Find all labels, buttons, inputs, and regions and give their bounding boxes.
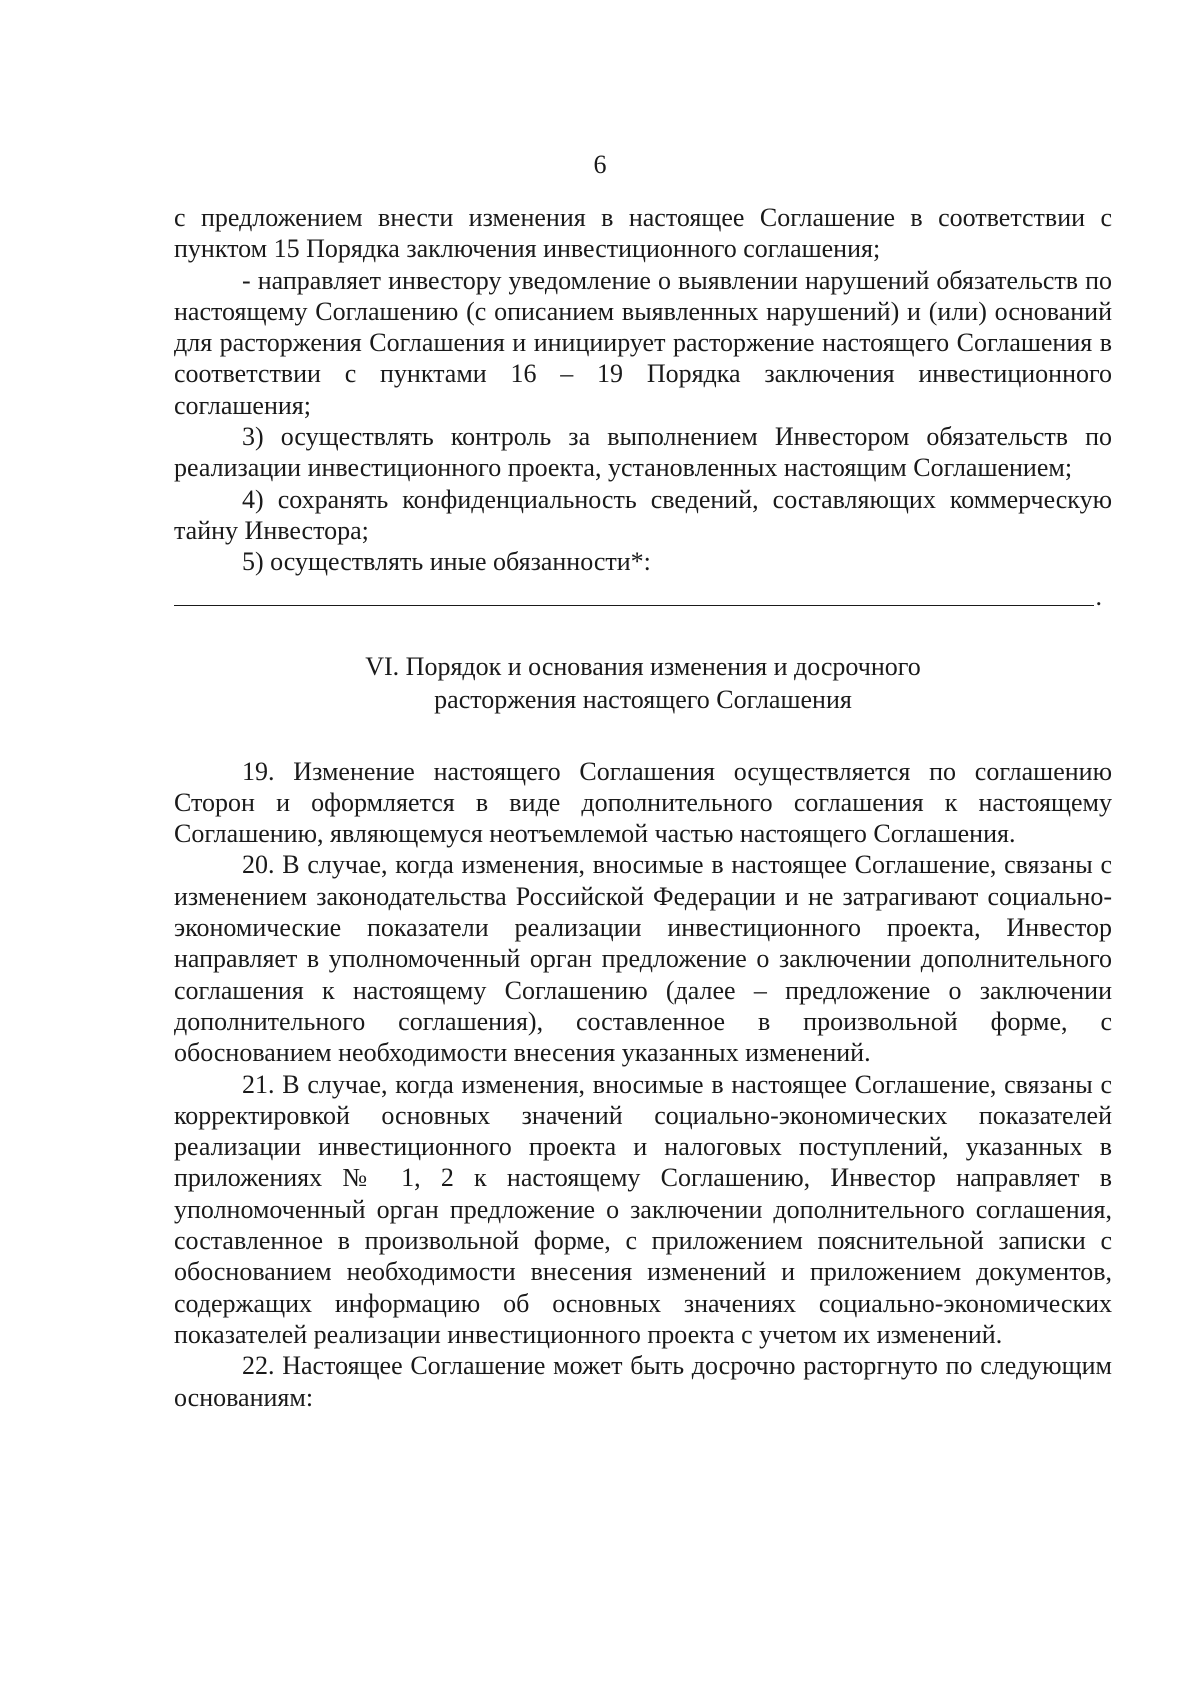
paragraph-item-3: 3) осуществлять контроль за выполнением Инвестором обязательств по реализации инвестиционного проекта, установленных настоящим Соглашением; xyxy=(174,422,1112,483)
document-body xyxy=(174,202,1112,1413)
paragraph-19: 19. Изменение настоящего Соглашения осуществляется по соглашению Сторон и оформляется в виде дополнительного соглашения к настоящему Соглашению, являющемуся неотъемлемой частью настоящего Соглашения. xyxy=(174,756,1112,849)
page-number: 6 xyxy=(593,150,607,179)
fill-line-end: . xyxy=(1095,581,1102,611)
paragraph-22: 22. Настоящее Соглашение может быть досрочно расторгнуто по следующим основаниям: xyxy=(174,1351,1112,1412)
paragraph-notify-investor: - направляет инвестору уведомление о выявлении нарушений обязательств по настоящему Соглашению (с описанием выявленных нарушений) и (или) оснований для расторжения Соглашения и инициирует расторжение настоящего Соглашения в соответствии с пунктами 16 – 19 Порядка заключения инвестиционного соглашения; xyxy=(174,265,1112,420)
paragraph-continuation: с предложением внести изменения в настоящее Соглашение в соответствии с пунктом 15 Порядка заключения инвестиционного соглашения; xyxy=(174,203,1112,264)
underline-rule xyxy=(174,605,1094,606)
paragraph-20: 20. В случае, когда изменения, вносимые в настоящее Соглашение, связаны с изменением законодательства Российской Федерации и не затрагивают социально-экономические показатели реализации инвестиционного проекта, Инвестор направляет в уполномоченный орган предложение о заключении дополнительного соглашения к настоящему Соглашению (далее – предложение о заключении дополнительного соглашения), составленное в произвольной форме, с обоснованием необходимости внесения указанных изменений. xyxy=(174,850,1112,1068)
paragraph-item-4: 4) сохранять конфиденциальность сведений, составляющих коммерческую тайну Инвестора; xyxy=(174,484,1112,545)
paragraph-21: 21. В случае, когда изменения, вносимые в настоящее Соглашение, связаны с корректировкой основных значений социально-экономических показателей реализации инвестиционного проекта и налоговых поступлений, указанных в приложениях № 1, 2 к настоящему Соглашению, Инвестор направляет в уполномоченный орган предложение о заключении дополнительного соглашения, составленное в произвольной форме, с приложением пояснительной записки с обоснованием необходимости внесения изменений и приложением документов, содержащих информацию об основных значениях социально-экономических показателей реализации инвестиционного проекта с учетом их изменений. xyxy=(174,1069,1112,1349)
blank-fill-line xyxy=(174,580,1112,610)
section-heading xyxy=(174,650,1112,716)
section-heading-line-2: расторжения настоящего Соглашения xyxy=(434,684,852,714)
section-heading-line-1: VI. Порядок и основания изменения и досрочного xyxy=(365,651,921,681)
paragraph-item-5: 5) осуществлять иные обязанности*: xyxy=(242,547,651,577)
